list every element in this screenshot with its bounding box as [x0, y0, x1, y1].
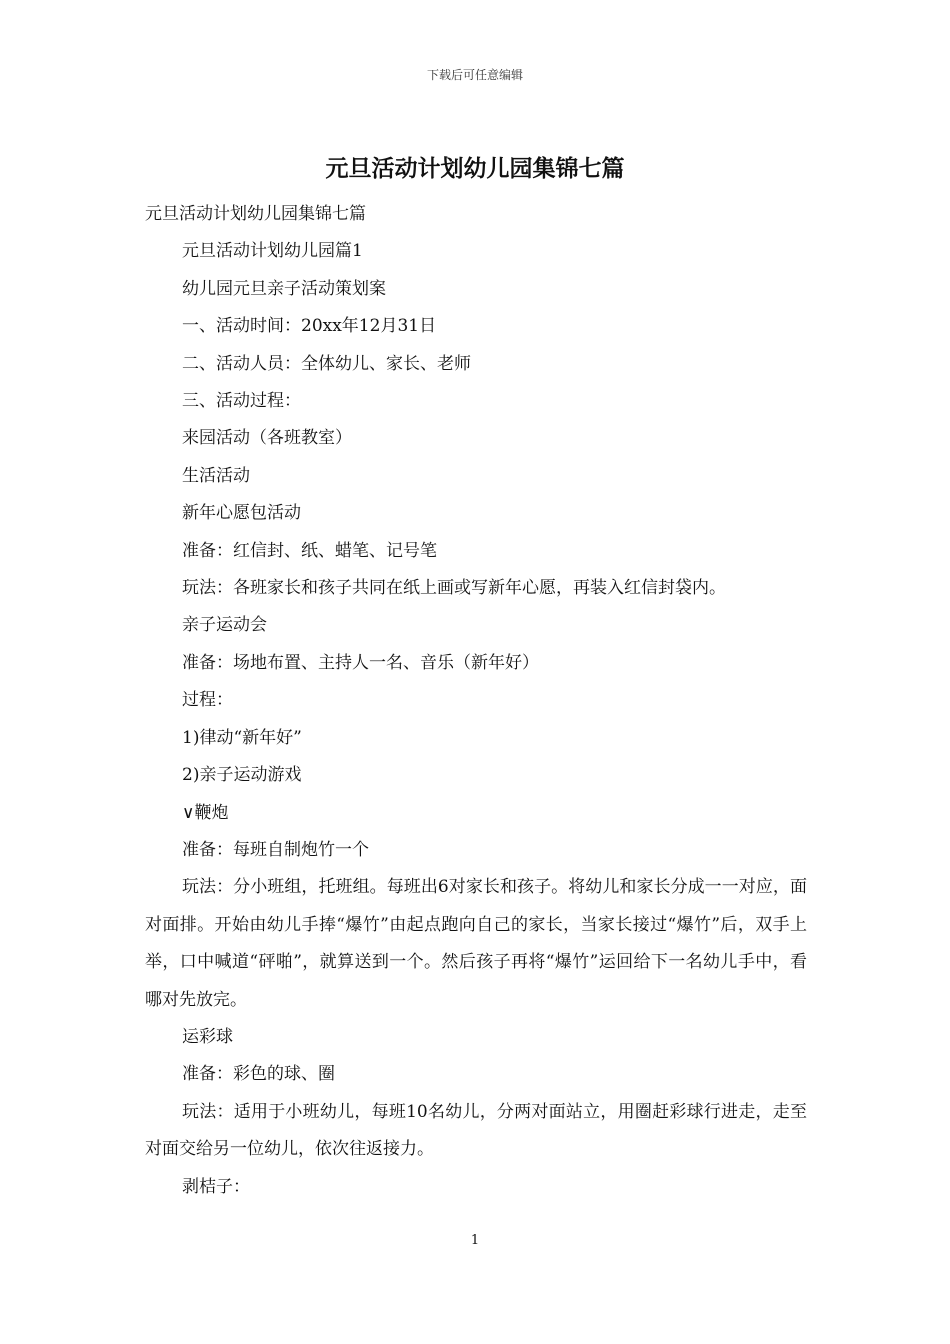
paragraph-22: 剥桔子：: [182, 1176, 250, 1197]
paragraph-1: 元旦活动计划幼儿园篇1: [182, 241, 363, 262]
paragraph-20: 准备：彩色的球、圈: [182, 1064, 335, 1085]
paragraph-18: 玩法：分小班组，托班组。每班出6对家长和孩子。将幼儿和家长分成一一对应，面对面排。开始由幼儿手捧“爆竹”由起点跑向自己的家长，当家长接过“爆竹”后，双手上举，口中喊道“砰啪”，就算送到一个。然后孩子再将“爆竹”运回给下一名幼儿手中，看哪对先放完。: [145, 877, 807, 1010]
document-title: 元旦活动计划幼儿园集锦七篇: [325, 155, 625, 182]
paragraph-12: 准备：场地布置、主持人一名、音乐（新年好）: [182, 652, 539, 673]
paragraph-8: 新年心愿包活动: [182, 503, 301, 524]
paragraph-3: 一、活动时间：20xx年12月31日: [182, 316, 437, 337]
paragraph-6: 来园活动（各班教室）: [182, 428, 352, 449]
page-number: 1: [470, 1233, 480, 1248]
paragraph-11: 亲子运动会: [182, 615, 267, 636]
document-body: [145, 196, 807, 1206]
paragraph-7: 生活活动: [182, 465, 250, 486]
paragraph-13: 过程：: [182, 690, 233, 711]
paragraph-5: 三、活动过程：: [182, 391, 301, 412]
paragraph-14: 1)律动“新年好”: [182, 727, 302, 748]
paragraph-4: 二、活动人员：全体幼儿、家长、老师: [182, 353, 471, 374]
paragraph-19: 运彩球: [182, 1026, 233, 1047]
paragraph-15: 2)亲子运动游戏: [182, 765, 302, 786]
paragraph-2: 幼儿园元旦亲子活动策划案: [182, 278, 386, 299]
paragraph-9: 准备：红信封、纸、蜡笔、记号笔: [182, 540, 437, 561]
paragraph-21: 玩法：适用于小班幼儿，每班10名幼儿，分两对面站立，用圈赶彩球行进走，走至对面交给另一位幼儿，依次往返接力。: [145, 1101, 807, 1160]
paragraph-16: ∨鞭炮: [182, 802, 229, 823]
paragraph-10: 玩法：各班家长和孩子共同在纸上画或写新年心愿，再装入红信封袋内。: [182, 578, 726, 599]
paragraph-0: 元旦活动计划幼儿园集锦七篇: [145, 204, 366, 224]
paragraph-17: 准备：每班自制炮竹一个: [182, 839, 369, 860]
header-note: 下载后可任意编辑: [426, 68, 523, 82]
